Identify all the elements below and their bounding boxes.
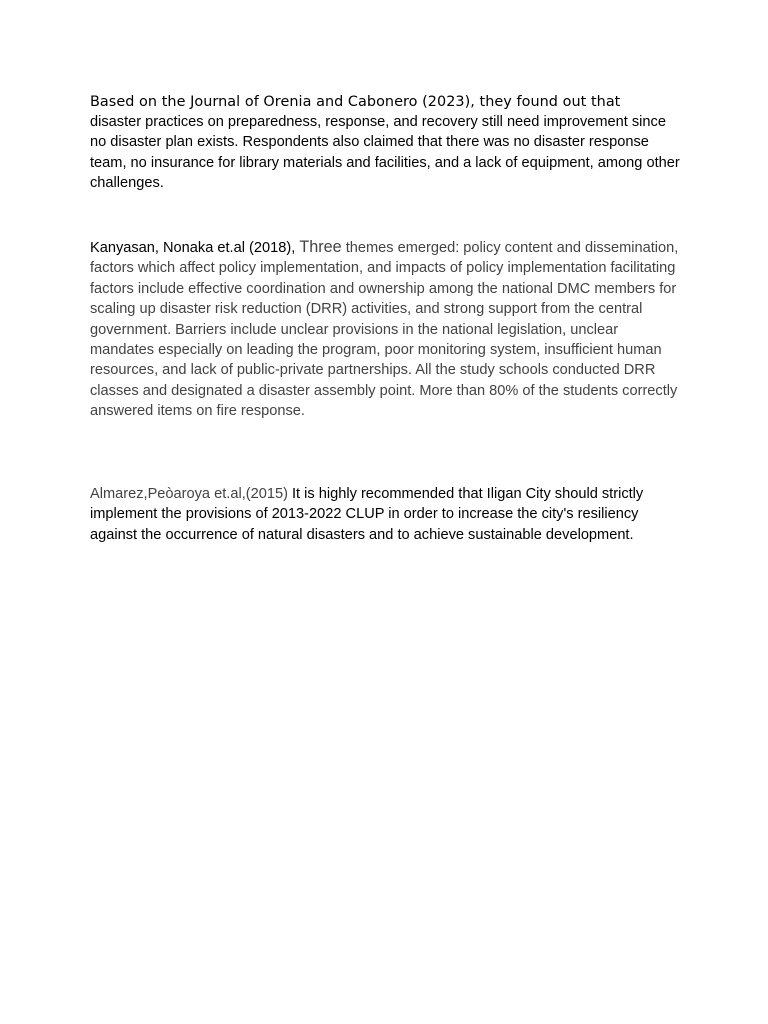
paragraph-almarez-penaroya — [90, 484, 682, 545]
paragraph-body: disaster practices on preparedness, response, and recovery still need improvement since no disaster plan exists. Respondents also claimed that there was no disaster response team, no insurance for library materials and facilities, and a lack of equipment, among other challenges. — [90, 114, 680, 192]
citation: Kanyasan, Nonaka et.al (2018), — [90, 240, 296, 256]
paragraph-body: themes emerged: policy content and dissemination, factors which affect policy implementation, and impacts of policy implementation facilitating factors include effective coordination and ownership among the national DMC members for scaling up disaster risk reduction (DRR) activities, and strong support from the central government. Barriers include unclear provisions in the national legislation, unclear mandates especially on leading the program, poor monitoring system, insufficient human resources, and lack of public-private partnerships. All the study schools conducted DRR classes and designated a disaster assembly point. More than 80% of the students correctly answered items on fire response. — [90, 240, 679, 420]
paragraph-body: It is highly recommended that Iligan City should strictly implement the provisions of 2013-2022 CLUP in order to increase the city's resiliency against the occurrence of natural disasters and to achieve sustainable development. — [90, 486, 644, 543]
paragraph-kanyasan-nonaka — [90, 237, 682, 422]
citation: Almarez,Peòaroya et.al,(2015) — [90, 486, 288, 502]
paragraph-first-line: Based on the Journal of Orenia and Cabonero (2023), they found out that — [90, 94, 621, 110]
lead-word: Three — [299, 238, 342, 256]
paragraph-orenia-cabonero — [90, 92, 682, 194]
